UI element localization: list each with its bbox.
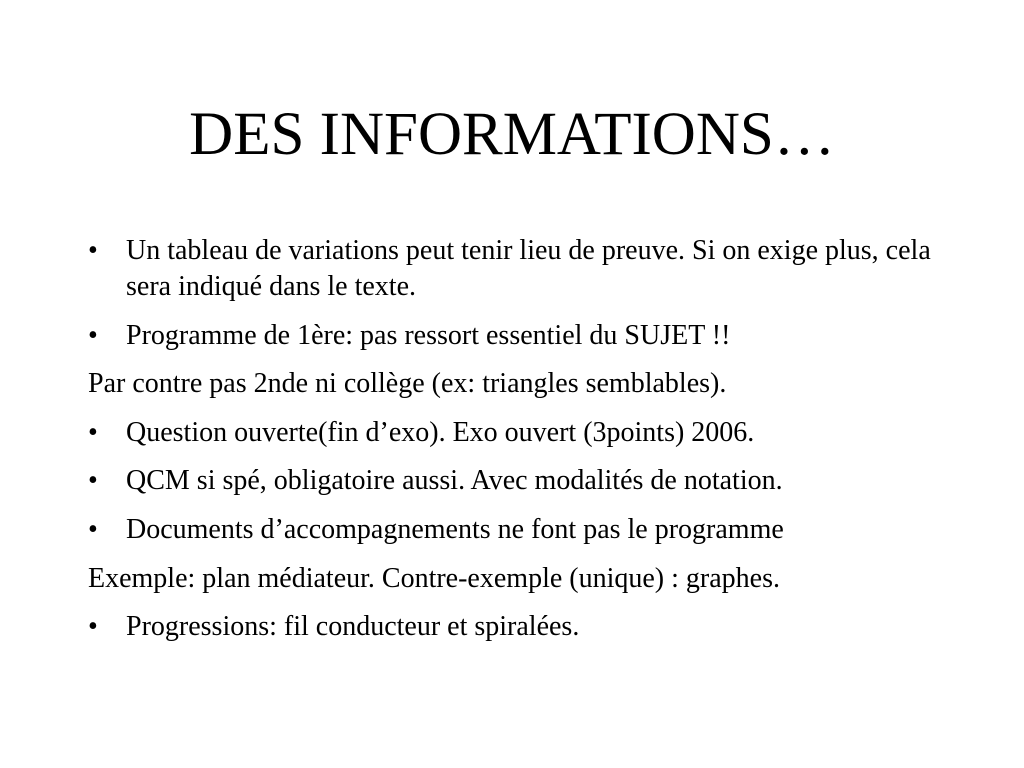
bullet-text: Un tableau de variations peut tenir lieu de preuve. Si on exige plus, cela sera indiqué dans le texte.	[126, 235, 931, 302]
bullet-item-4	[88, 463, 968, 499]
slide-body	[88, 233, 968, 658]
bullet-icon: •	[88, 319, 98, 351]
plain-text: Exemple: plan médiateur. Contre-exemple (unique) : graphes.	[88, 562, 780, 594]
plain-line-2	[88, 561, 968, 597]
bullet-icon: •	[88, 235, 98, 266]
bullet-item-2	[88, 318, 968, 354]
bullet-item-1	[88, 233, 968, 305]
bullet-text: Documents d’accompagnements ne font pas le programme	[126, 513, 784, 545]
bullet-item-5	[88, 512, 968, 548]
bullet-text: QCM si spé, obligatoire aussi. Avec modalités de notation.	[126, 465, 783, 497]
bullet-item-3	[88, 415, 968, 451]
bullet-item-6	[88, 609, 968, 645]
plain-line-1	[88, 366, 968, 402]
bullet-text: Question ouverte(fin d’exo). Exo ouvert (3points) 2006.	[126, 416, 755, 448]
bullet-icon: •	[88, 465, 98, 497]
bullet-text: Progressions: fil conducteur et spiralées.	[126, 611, 580, 643]
bullet-text: Programme de 1ère: pas ressort essentiel du SUJET !!	[126, 319, 731, 351]
bullet-icon: •	[88, 513, 98, 545]
plain-text: Par contre pas 2nde ni collège (ex: triangles semblables).	[88, 368, 727, 400]
slide-title: DES INFORMATIONS…	[189, 101, 835, 168]
bullet-icon: •	[88, 416, 98, 448]
bullet-icon: •	[88, 611, 98, 643]
